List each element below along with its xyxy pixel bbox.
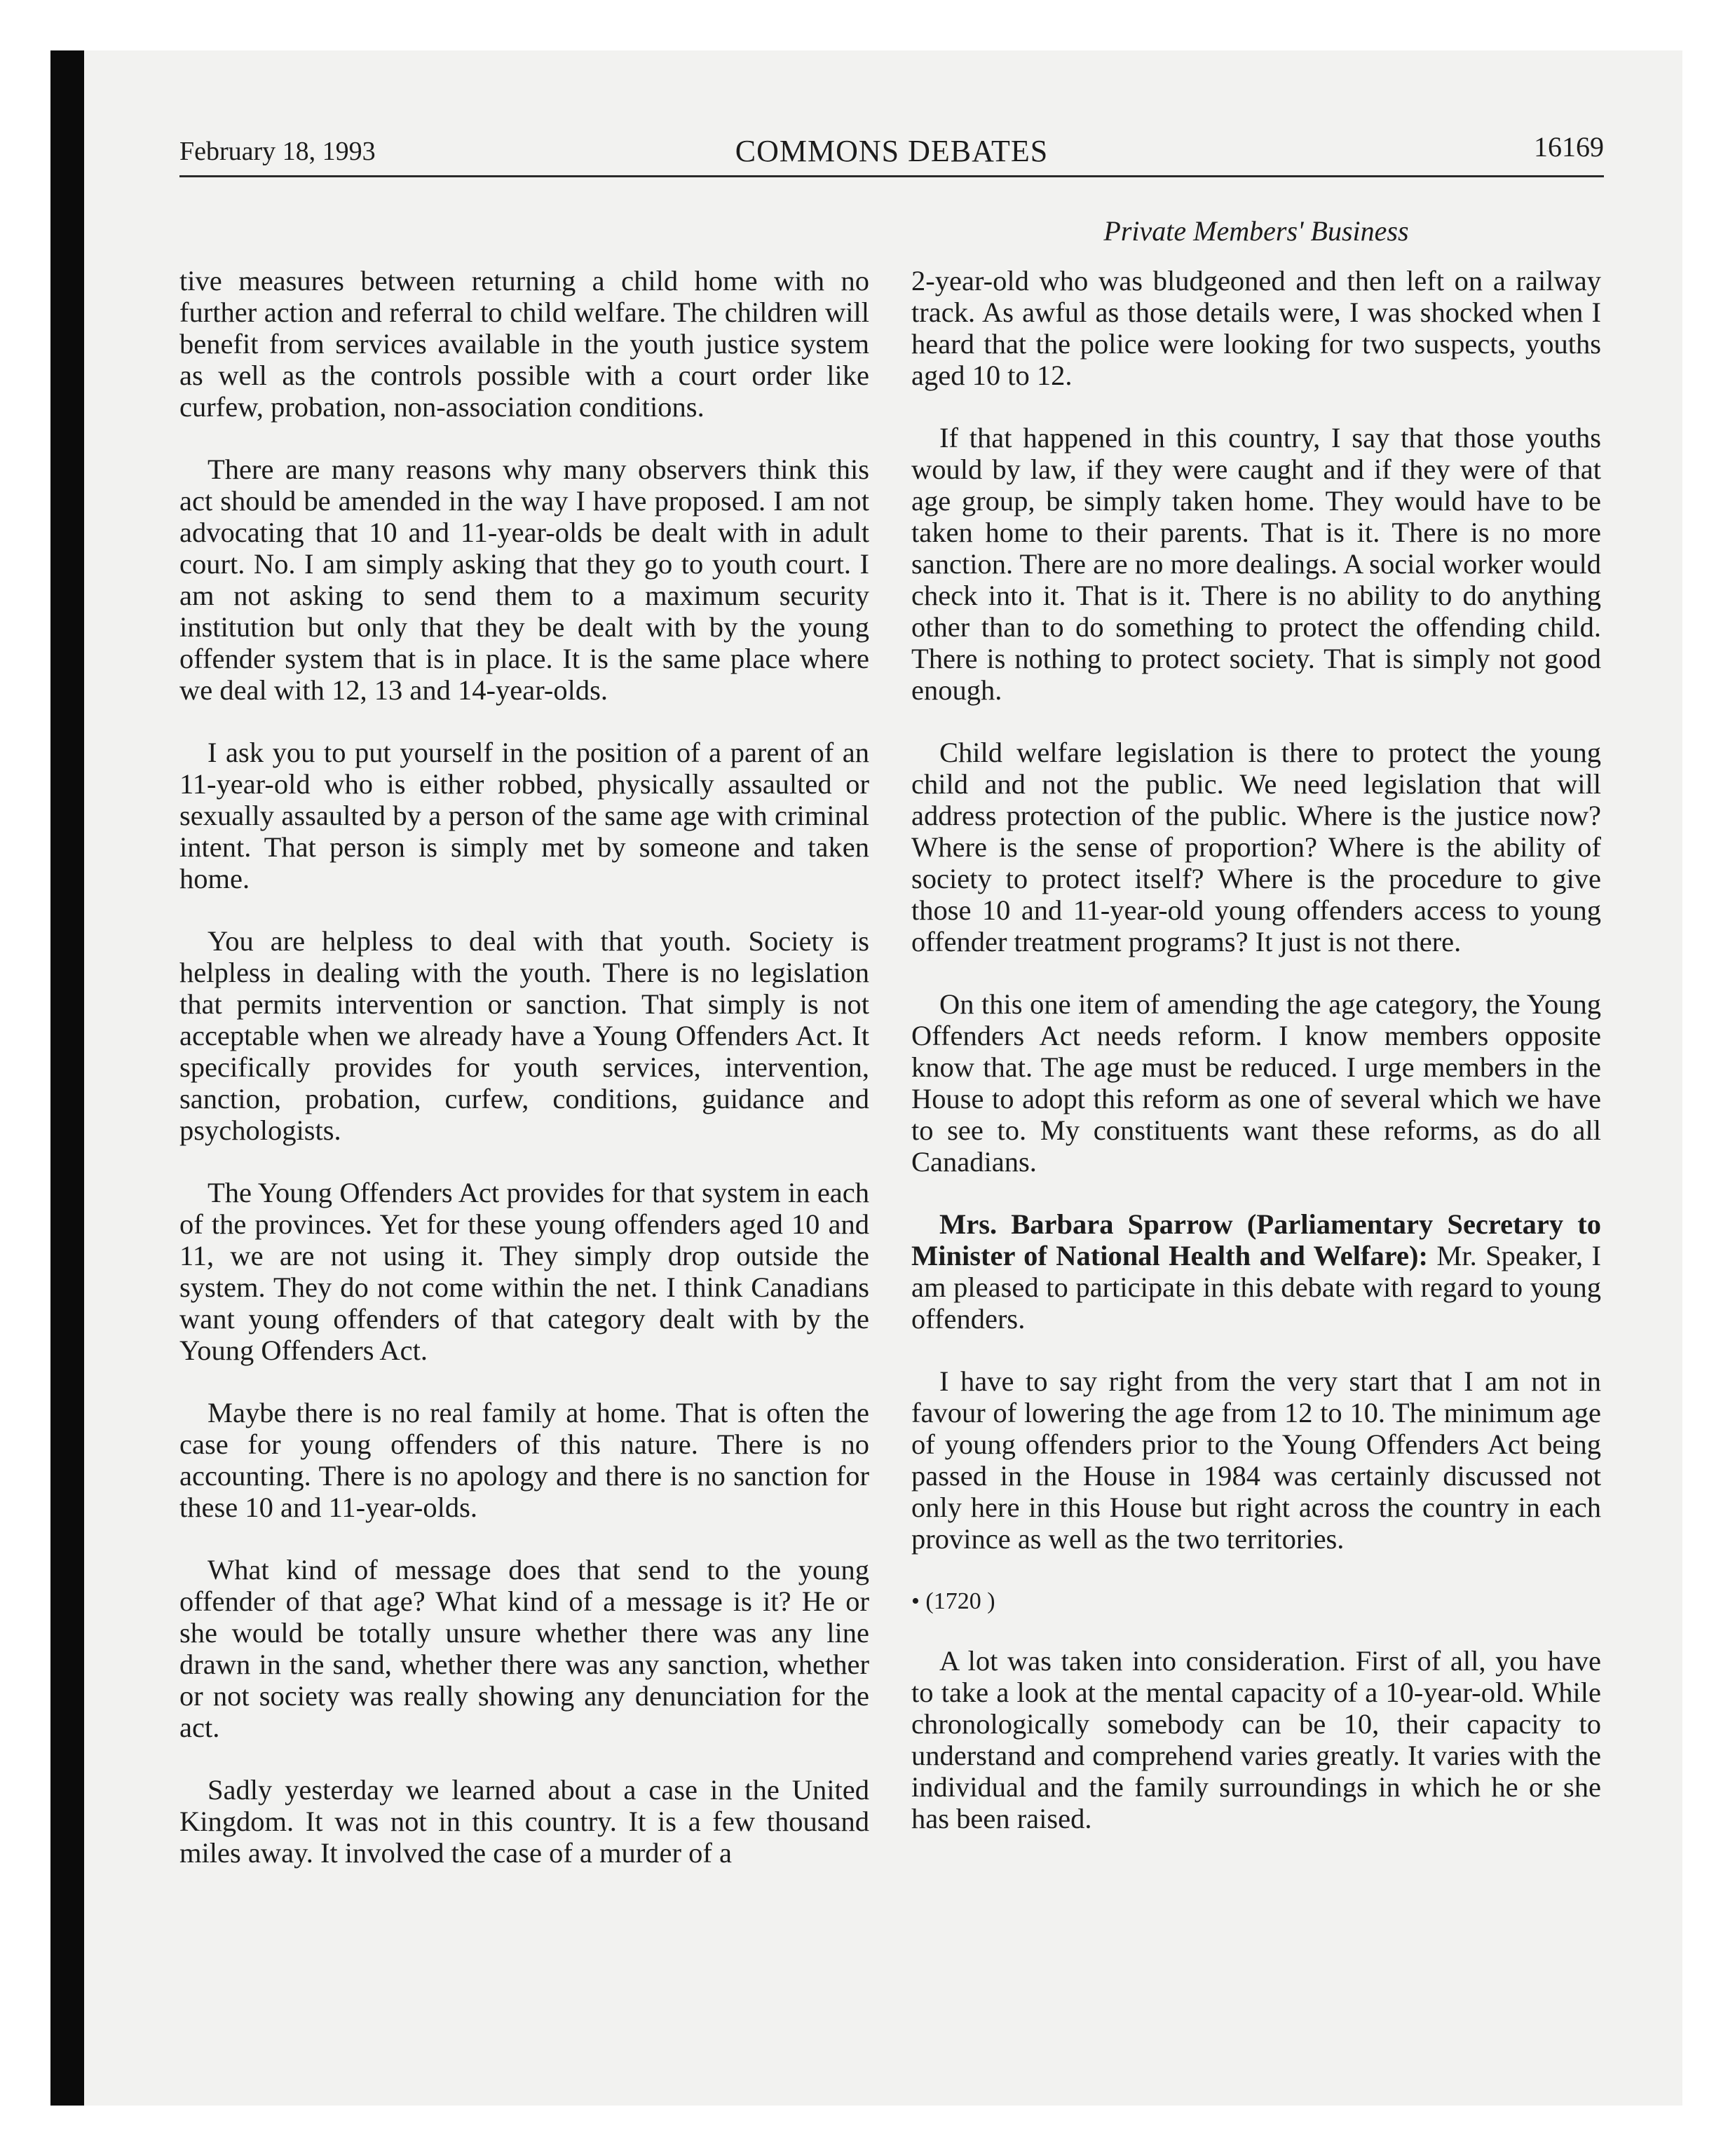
page-number: 16169 (1534, 131, 1604, 163)
paragraph: On this one item of amending the age category, the Young Offenders Act needs reform. I know members opposite know that. The age must be reduced. I urge members in the House to adopt this reform as one of several which we have to see to. My constituents want these reforms, as do all Canadians. (911, 988, 1601, 1178)
speaker-name: Mrs. Barbara Sparrow (Parliamentary Secretary to Minister of National Health and Welfare): (911, 1208, 1601, 1271)
scan-edge (50, 50, 84, 2106)
paragraph: There are many reasons why many observers think this act should be amended in the way I have proposed. I am not advocating that 10 and 11-year-olds be dealt with in adult court. No. I am simply asking that they go to youth court. I am not asking to send them to a maximum security institution but only that they be dealt with by the young offender system that is in place. It is the same place where we deal with 12, 13 and 14-year-olds. (179, 453, 869, 706)
paragraph: I ask you to put yourself in the position of a parent of an 11-year-old who is either robbed, physically assaulted or sexually assaulted by a person of the same age with criminal intent. That person is simply met by someone and taken home. (179, 737, 869, 894)
page-header (179, 133, 1604, 175)
header-rule (179, 175, 1604, 177)
left-column (179, 265, 869, 1899)
right-column (911, 265, 1601, 1865)
paragraph: Child welfare legislation is there to protect the young child and not the public. We need legislation that will address protection of the public. Where is the justice now? Where is the sense of proportion? Where is the ability of society to protect itself? Where is the procedure to give those 10 and 11-year-old young offenders access to young offender treatment programs? It just is not there. (911, 737, 1601, 957)
section-title: Private Members' Business (1103, 215, 1409, 247)
speaker-paragraph (911, 1208, 1601, 1335)
time-marker: • (1720 ) (911, 1588, 995, 1614)
speaker-text: Mr. Speaker, I am pleased to participate in this debate with regard to young offenders. (911, 1240, 1601, 1335)
paragraph: 2-year-old who was bludgeoned and then left on a railway track. As awful as those details were, I was shocked when I heard that the police were looking for two suspects, youths aged 10 to 12. (911, 265, 1601, 391)
paragraph: Sadly yesterday we learned about a case in the United Kingdom. It was not in this country. It is a few thousand miles away. It involved the case of a murder of a (179, 1774, 869, 1869)
header-date: February 18, 1993 (179, 137, 376, 166)
header-title: COMMONS DEBATES (735, 134, 1049, 168)
paragraph: Maybe there is no real family at home. That is often the case for young offenders of this nature. There is no accounting. There is no apology and there is no sanction for these 10 and 11-year-olds. (179, 1397, 869, 1523)
paragraph: You are helpless to deal with that youth. Society is helpless in dealing with the youth. There is no legislation that permits intervention or sanction. That simply is not acceptable when we already have a Young Offenders Act. It specifically provides for youth services, intervention, sanction, probation, curfew, conditions, guidance and psychologists. (179, 925, 869, 1146)
paragraph: If that happened in this country, I say that those youths would by law, if they were caught and if they were of that age group, be simply taken home. They would have to be taken home to their parents. That is it. There is no more sanction. There are no more dealings. A social worker would check into it. That is it. There is no ability to do anything other than to do something to protect the offending child. There is nothing to protect society. That is simply not good enough. (911, 422, 1601, 706)
paragraph: A lot was taken into consideration. First of all, you have to take a look at the mental capacity of a 10-year-old. While chronologically somebody can be 10, their capacity to understand and comprehend varies greatly. It varies with the individual and the family surroundings in which he or she has been raised. (911, 1645, 1601, 1834)
paragraph: The Young Offenders Act provides for that system in each of the provinces. Yet for these young offenders aged 10 and 11, we are not using it. They simply drop outside the system. They do not come within the net. I think Canadians want young offenders of that category dealt with by the Young Offenders Act. (179, 1177, 869, 1366)
paragraph: I have to say right from the very start that I am not in favour of lowering the age from 12 to 10. The minimum age of young offenders prior to the Young Offenders Act being passed in the House in 1984 was certainly discussed not only here in this House but right across the country in each province as well as the two territories. (911, 1365, 1601, 1555)
paragraph: What kind of message does that send to the young offender of that age? What kind of a message is it? He or she would be totally unsure whether there was any line drawn in the sand, whether there was any sanction, whether or not society was really showing any denunciation for the act. (179, 1554, 869, 1743)
paragraph: tive measures between returning a child home with no further action and referral to child welfare. The children will benefit from services available in the youth justice system as well as the controls possible with a court order like curfew, probation, non-association conditions. (179, 265, 869, 423)
